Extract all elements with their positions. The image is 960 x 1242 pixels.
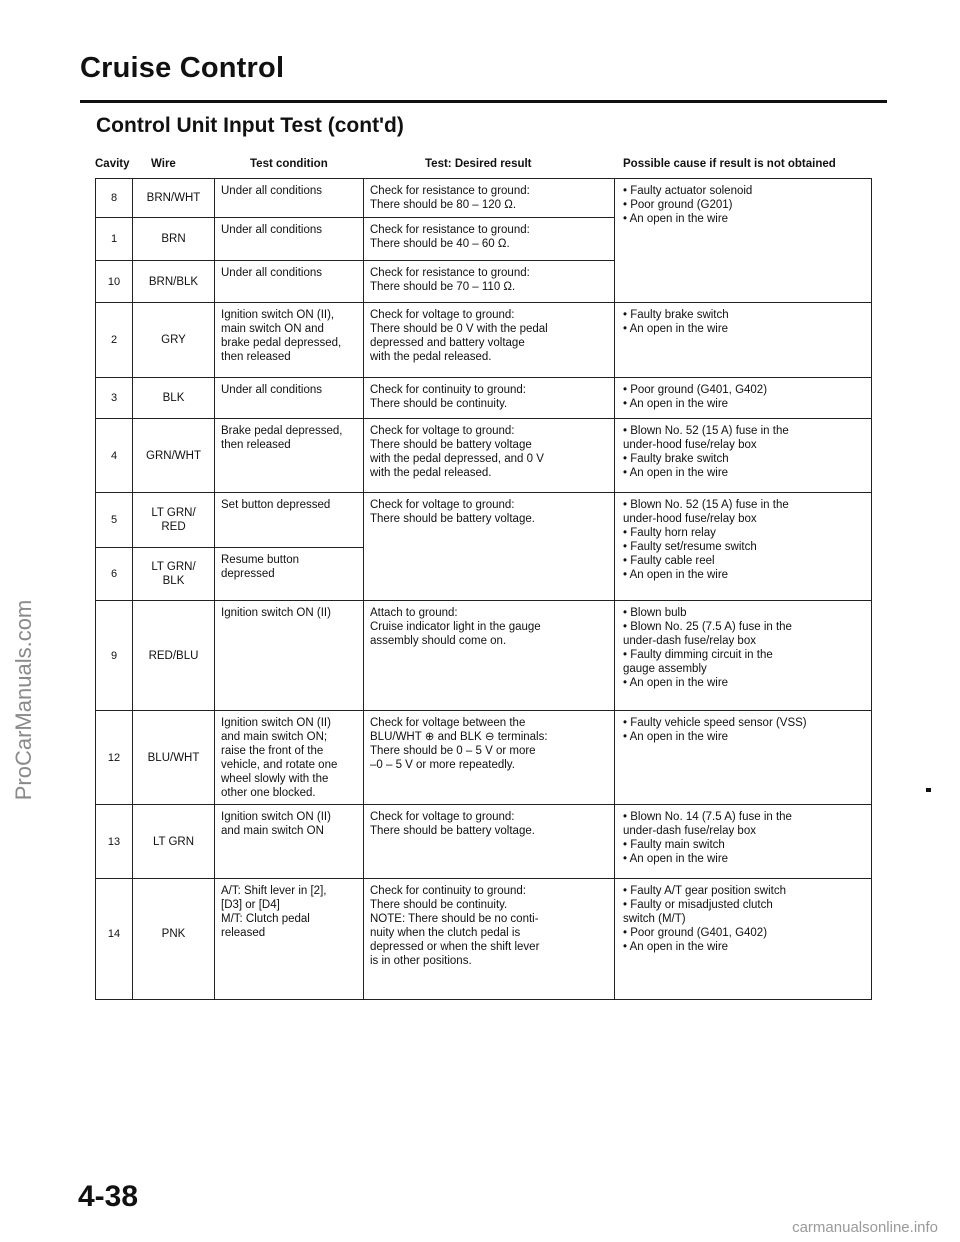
cavity-cell: 1	[96, 218, 133, 261]
result-cell: Attach to ground: Cruise indicator light in the gauge assembly should come on.	[364, 601, 615, 711]
cause-cell: • Faulty A/T gear position switch • Faulty or misadjusted clutch switch (M/T) • Poor ground (G401, G402) • An open in the wire	[615, 879, 872, 1000]
footer-watermark: carmanualsonline.info	[792, 1219, 938, 1236]
cavity-cell: 3	[96, 378, 133, 419]
title-rule	[80, 100, 887, 103]
wire-cell: BRN	[133, 218, 215, 261]
cavity-cell: 13	[96, 805, 133, 879]
page-title: Cruise Control	[80, 52, 285, 84]
header-cause: Possible cause if result is not obtained	[623, 158, 836, 170]
wire-cell: GRN/WHT	[133, 419, 215, 493]
cavity-cell: 9	[96, 601, 133, 711]
condition-cell: Under all conditions	[215, 218, 364, 261]
wire-cell: BLU/WHT	[133, 711, 215, 805]
header-result: Test: Desired result	[425, 158, 532, 170]
header-condition: Test condition	[250, 158, 328, 170]
cause-cell: • Faulty vehicle speed sensor (VSS) • An open in the wire	[615, 711, 872, 805]
table-row	[96, 378, 872, 419]
wire-cell: BRN/BLK	[133, 261, 215, 303]
result-cell: Check for continuity to ground: There should be continuity.	[364, 378, 615, 419]
side-watermark: ProCarManuals.com	[11, 599, 36, 801]
condition-cell: Ignition switch ON (II) and main switch ON	[215, 805, 364, 879]
table-row	[96, 711, 872, 805]
condition-cell: Ignition switch ON (II)	[215, 601, 364, 711]
wire-cell: LT GRN	[133, 805, 215, 879]
input-test-table	[95, 178, 872, 1000]
cavity-cell: 10	[96, 261, 133, 303]
cause-cell: • Blown No. 14 (7.5 A) fuse in the under-dash fuse/relay box • Faulty main switch • An open in the wire	[615, 805, 872, 879]
header-cavity: Cavity	[95, 158, 130, 170]
cavity-cell: 14	[96, 879, 133, 1000]
page-number: 4-38	[78, 1180, 139, 1213]
table-row	[96, 493, 872, 548]
table-row	[96, 879, 872, 1000]
wire-cell: LT GRN/ BLK	[133, 548, 215, 601]
cavity-cell: 5	[96, 493, 133, 548]
result-cell: Check for voltage to ground: There should be battery voltage with the pedal depressed, and 0 V with the pedal released.	[364, 419, 615, 493]
cavity-cell: 4	[96, 419, 133, 493]
result-cell: Check for continuity to ground: There should be continuity. NOTE: There should be no conti- nuity when the clutch pedal is depressed or when the shift lever is in other positions.	[364, 879, 615, 1000]
wire-cell: GRY	[133, 303, 215, 378]
header-wire: Wire	[151, 158, 176, 170]
result-cell: Check for resistance to ground: There should be 70 – 110 Ω.	[364, 261, 615, 303]
cause-cell: • Faulty brake switch • An open in the wire	[615, 303, 872, 378]
condition-cell: Under all conditions	[215, 179, 364, 218]
cause-cell: • Blown No. 52 (15 A) fuse in the under-hood fuse/relay box • Faulty brake switch • An open in the wire	[615, 419, 872, 493]
wire-cell: BRN/WHT	[133, 179, 215, 218]
result-cell: Check for resistance to ground: There should be 80 – 120 Ω.	[364, 179, 615, 218]
cause-cell: • Blown bulb • Blown No. 25 (7.5 A) fuse in the under-dash fuse/relay box • Faulty dimming circuit in the gauge assembly • An open in the wire	[615, 601, 872, 711]
cavity-cell: 6	[96, 548, 133, 601]
cavity-cell: 12	[96, 711, 133, 805]
result-cell: Check for voltage between the BLU/WHT ⊕ and BLK ⊖ terminals: There should be 0 – 5 V or more –0 – 5 V or more repeatedly.	[364, 711, 615, 805]
result-cell: Check for voltage to ground: There should be 0 V with the pedal depressed and battery voltage with the pedal released.	[364, 303, 615, 378]
table-row	[96, 419, 872, 493]
condition-cell: Resume button depressed	[215, 548, 364, 601]
wire-cell: PNK	[133, 879, 215, 1000]
wire-cell: BLK	[133, 378, 215, 419]
table-row	[96, 179, 872, 218]
table-row	[96, 805, 872, 879]
cavity-cell: 8	[96, 179, 133, 218]
wire-cell: LT GRN/ RED	[133, 493, 215, 548]
table-row	[96, 601, 872, 711]
table-row	[96, 303, 872, 378]
section-subtitle: Control Unit Input Test (cont'd)	[96, 114, 404, 137]
cause-cell: • Poor ground (G401, G402) • An open in the wire	[615, 378, 872, 419]
condition-cell: Brake pedal depressed, then released	[215, 419, 364, 493]
cause-cell: • Faulty actuator solenoid • Poor ground (G201) • An open in the wire	[615, 179, 872, 303]
result-cell: Check for resistance to ground: There should be 40 – 60 Ω.	[364, 218, 615, 261]
cause-cell: • Blown No. 52 (15 A) fuse in the under-hood fuse/relay box • Faulty horn relay • Faulty set/resume switch • Faulty cable reel • An open in the wire	[615, 493, 872, 601]
condition-cell: Ignition switch ON (II), main switch ON and brake pedal depressed, then released	[215, 303, 364, 378]
condition-cell: Set button depressed	[215, 493, 364, 548]
condition-cell: A/T: Shift lever in [2], [D3] or [D4] M/T: Clutch pedal released	[215, 879, 364, 1000]
cavity-cell: 2	[96, 303, 133, 378]
result-cell: Check for voltage to ground: There should be battery voltage.	[364, 805, 615, 879]
condition-cell: Under all conditions	[215, 378, 364, 419]
wire-cell: RED/BLU	[133, 601, 215, 711]
margin-mark	[926, 788, 931, 792]
result-cell: Check for voltage to ground: There should be battery voltage.	[364, 493, 615, 601]
condition-cell: Under all conditions	[215, 261, 364, 303]
condition-cell: Ignition switch ON (II) and main switch ON; raise the front of the vehicle, and rotate one wheel slowly with the other one blocked.	[215, 711, 364, 805]
